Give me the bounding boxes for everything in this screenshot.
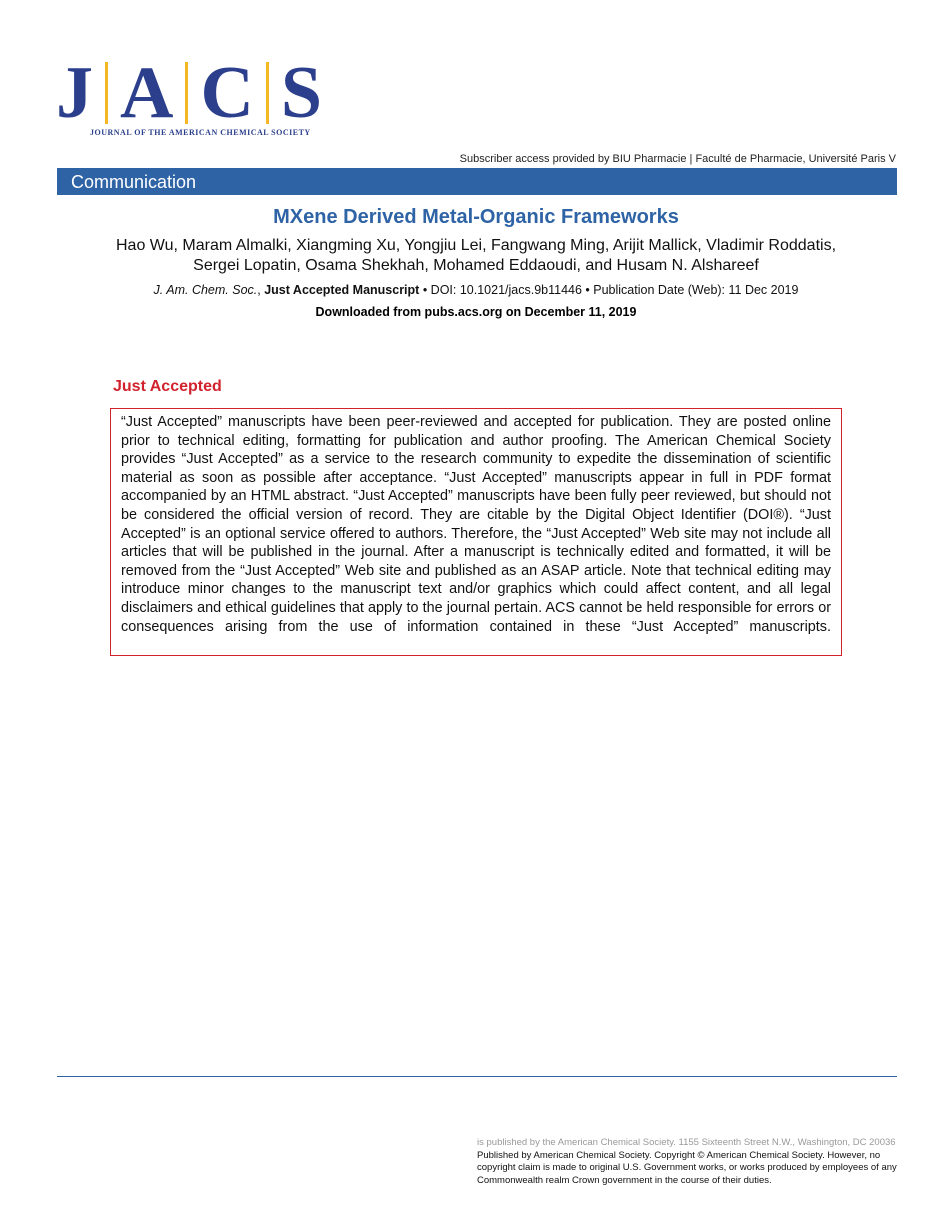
footer-divider xyxy=(57,1076,897,1077)
citation-line: J. Am. Chem. Soc., Just Accepted Manuscript • DOI: 10.1021/jacs.9b11446 • Publication Date (Web): 11 Dec 2019 xyxy=(153,283,799,297)
logo-letter: S xyxy=(280,52,323,134)
logo-subtitle: JOURNAL OF THE AMERICAN CHEMICAL SOCIETY xyxy=(90,128,311,137)
doi-and-date: • DOI: 10.1021/jacs.9b11446 • Publication Date (Web): 11 Dec 2019 xyxy=(419,283,799,297)
logo-letter: J xyxy=(56,52,93,134)
jacs-logo xyxy=(56,52,332,138)
download-note: Downloaded from pubs.acs.org on December 11, 2019 xyxy=(315,305,637,319)
article-title: MXene Derived Metal-Organic Frameworks xyxy=(273,206,679,228)
author-list: Hao Wu, Maram Almalki, Xiangming Xu, Yongjiu Lei, Fangwang Ming, Arijit Mallick, Vladimir Roddatis, Sergei Lopatin, Osama Shekhah, Mohamed Eddaoudi, and Husam N. Alshareef xyxy=(115,237,837,274)
copyright-notice: Published by American Chemical Society. Copyright © American Chemical Society. However, no copyright claim is made to original U.S. Government works, or works produced by employees of any Commonwealth realm Crown government in the course of their duties. xyxy=(477,1149,897,1186)
subscriber-access-note: Subscriber access provided by BIU Pharmacie | Faculté de Pharmacie, Université Paris V xyxy=(459,153,896,165)
publisher-footer xyxy=(477,1137,897,1187)
publisher-address: is published by the American Chemical Society. 1155 Sixteenth Street N.W., Washington, DC 20036 xyxy=(477,1137,896,1148)
just-accepted-heading: Just Accepted xyxy=(113,378,222,395)
article-type-bar xyxy=(57,168,897,195)
journal-name: J. Am. Chem. Soc. xyxy=(153,283,258,297)
logo-letter: A xyxy=(120,52,174,134)
logo-separator xyxy=(105,62,108,124)
manuscript-status: Just Accepted Manuscript xyxy=(264,283,420,297)
article-type-label: Communication xyxy=(71,172,197,192)
logo-separator xyxy=(266,62,269,124)
just-accepted-text: “Just Accepted” manuscripts have been peer-reviewed and accepted for publication. They are posted online prior to technical editing, formatting for publication and author proofing. The American Chemical Society provides “Just Accepted” as a service to the research community to expedite the dissemination of scientific material as soon as possible after acceptance. “Just Accepted” manuscripts appear in full in PDF format accompanied by an HTML abstract. “Just Accepted” manuscripts have been fully peer reviewed, but should not be considered the official version of record. They are citable by the Digital Object Identifier (DOI®). “Just Accepted” is an optional service offered to authors. Therefore, the “Just Accepted” Web site may not include all articles that will be published in the journal. After a manuscript is technically edited and formatted, it will be removed from the “Just Accepted” Web site and published as an ASAP article. Note that technical editing may introduce minor changes to the manuscript text and/or graphics which could affect content, and all legal disclaimers and ethical guidelines that apply to the journal pertain. ACS cannot be held responsible for errors or consequences arising from the use of information contained in these “Just Accepted” manuscripts. xyxy=(121,414,831,635)
logo-letter: C xyxy=(200,52,254,134)
just-accepted-notice-box xyxy=(110,408,842,656)
logo-separator xyxy=(185,62,188,124)
